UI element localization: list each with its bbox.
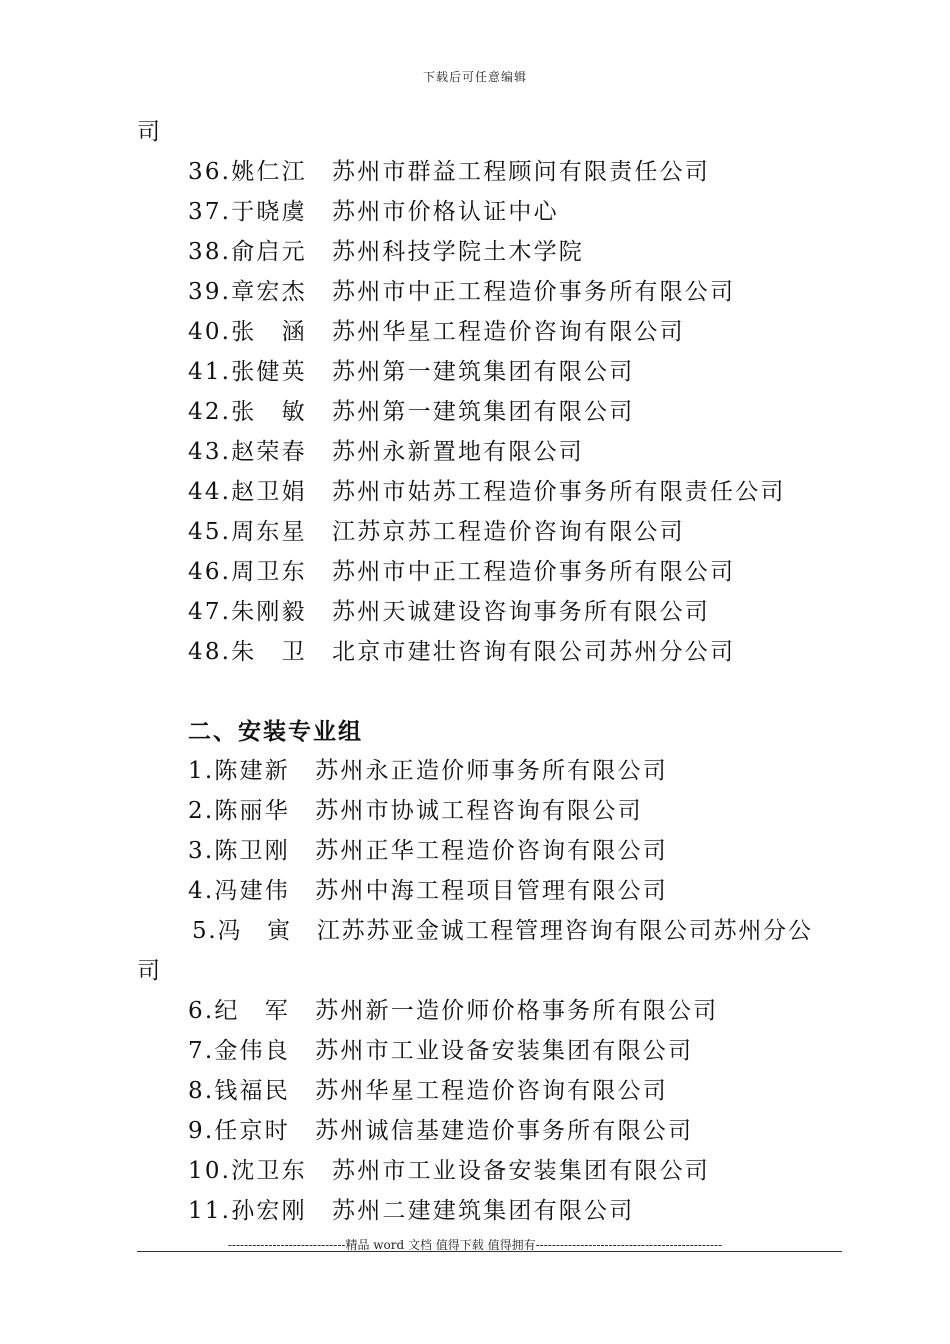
list-item [188, 357, 634, 387]
organization: 苏州二建建筑集团有限公司 [332, 1198, 635, 1224]
list-item [188, 557, 735, 587]
organization: 苏州永正造价师事务所有限公司 [315, 758, 668, 784]
person-name: 赵卫娟 [231, 479, 307, 505]
list-item [188, 1036, 693, 1066]
item-number: 46. [188, 559, 232, 585]
item-number: 36. [188, 159, 232, 185]
list-item [188, 796, 643, 826]
list-item [188, 1116, 693, 1146]
item-number: 39. [188, 279, 232, 305]
item-number: 4. [188, 878, 215, 904]
organization: 苏州华星工程造价咨询有限公司 [315, 1078, 668, 1104]
organization: 苏州中海工程项目管理有限公司 [315, 878, 668, 904]
item-number: 48. [188, 639, 232, 665]
page-footer: -----------------------------精品 word 文档 值得下载 值得拥有---------------------------------------------- [227, 1238, 723, 1252]
organization: 苏州永新置地有限公司 [332, 439, 584, 465]
organization: 苏州市工业设备安装集团有限公司 [332, 1158, 710, 1184]
item-number: 7. [188, 1038, 215, 1064]
list-item [188, 477, 786, 507]
organization: 苏州市工业设备安装集团有限公司 [315, 1038, 694, 1064]
item-number: 38. [188, 239, 232, 265]
item-number: 3. [188, 838, 215, 864]
organization: 苏州华星工程造价咨询有限公司 [332, 319, 685, 345]
list-item [188, 876, 668, 906]
person-name: 沈卫东 [231, 1158, 307, 1184]
continuation-text: 司 [137, 119, 163, 145]
person-name: 孙宏刚 [231, 1198, 307, 1224]
organization: 苏州市中正工程造价事务所有限公司 [332, 279, 736, 305]
list-item [192, 916, 813, 946]
continuation-text: 司 [137, 958, 163, 984]
item-number: 42. [188, 399, 232, 425]
list-item [188, 437, 584, 467]
list-item [188, 637, 735, 667]
organization: 苏州市协诚工程咨询有限公司 [315, 798, 643, 824]
organization: 北京市建壮咨询有限公司苏州分公司 [332, 639, 736, 665]
person-name: 朱 卫 [231, 639, 307, 665]
list-item [188, 597, 710, 627]
item-number: 37. [188, 199, 232, 225]
section-heading: 二、安装专业组 [188, 719, 363, 745]
person-name: 钱福民 [214, 1078, 290, 1104]
item-number: 2. [188, 798, 215, 824]
item-number: 43. [188, 439, 232, 465]
organization: 苏州市群益工程顾问有限责任公司 [332, 159, 710, 185]
person-name: 陈卫刚 [214, 838, 290, 864]
person-name: 陈建新 [214, 758, 290, 784]
person-name: 周卫东 [231, 559, 307, 585]
item-number: 11. [188, 1198, 232, 1224]
person-name: 张健英 [231, 359, 307, 385]
organization: 江苏京苏工程造价咨询有限公司 [332, 519, 685, 545]
list-item [188, 1076, 668, 1106]
list-item [188, 277, 735, 307]
item-number: 41. [188, 359, 232, 385]
person-name: 赵荣春 [231, 439, 307, 465]
list-item [188, 397, 634, 427]
organization: 苏州第一建筑集团有限公司 [332, 399, 635, 425]
list-item [188, 197, 559, 227]
list-item [188, 237, 584, 267]
item-number: 44. [188, 479, 232, 505]
person-name: 任京时 [214, 1118, 290, 1144]
person-name: 陈丽华 [214, 798, 290, 824]
person-name: 冯 寅 [217, 918, 292, 944]
organization: 苏州科技学院土木学院 [332, 239, 584, 265]
person-name: 张 涵 [231, 319, 307, 345]
list-item [188, 157, 710, 187]
organization: 苏州市姑苏工程造价事务所有限责任公司 [332, 479, 786, 505]
item-number: 47. [188, 599, 232, 625]
person-name: 章宏杰 [231, 279, 307, 305]
item-number: 5. [192, 918, 218, 944]
organization: 苏州诚信基建造价事务所有限公司 [315, 1118, 694, 1144]
item-number: 8. [188, 1078, 215, 1104]
organization: 苏州正华工程造价咨询有限公司 [315, 838, 668, 864]
list-item [188, 996, 718, 1026]
person-name: 朱刚毅 [231, 599, 307, 625]
item-number: 40. [188, 319, 232, 345]
item-number: 9. [188, 1118, 215, 1144]
list-item [188, 1156, 710, 1186]
list-item [188, 1196, 634, 1226]
item-number: 10. [188, 1158, 232, 1184]
footer-divider [137, 1251, 842, 1252]
item-number: 45. [188, 519, 232, 545]
person-name: 冯建伟 [214, 878, 290, 904]
page-header: 下载后可任意编辑 [422, 70, 527, 84]
person-name: 俞启元 [231, 239, 307, 265]
organization: 苏州第一建筑集团有限公司 [332, 359, 635, 385]
person-name: 周东星 [231, 519, 307, 545]
person-name: 纪 军 [214, 998, 290, 1024]
item-number: 6. [188, 998, 215, 1024]
list-item [188, 756, 668, 786]
organization: 苏州市价格认证中心 [332, 199, 559, 225]
item-number: 1. [188, 758, 215, 784]
organization: 江苏苏亚金诚工程管理咨询有限公司苏州分公 [316, 918, 813, 944]
person-name: 张 敏 [231, 399, 307, 425]
person-name: 于晓虞 [231, 199, 307, 225]
organization: 苏州市中正工程造价事务所有限公司 [332, 559, 736, 585]
list-item [188, 317, 685, 347]
list-item [188, 836, 668, 866]
person-name: 姚仁江 [231, 159, 307, 185]
person-name: 金伟良 [214, 1038, 290, 1064]
organization: 苏州天诚建设咨询事务所有限公司 [332, 599, 710, 625]
list-item [188, 517, 685, 547]
organization: 苏州新一造价师价格事务所有限公司 [315, 998, 719, 1024]
